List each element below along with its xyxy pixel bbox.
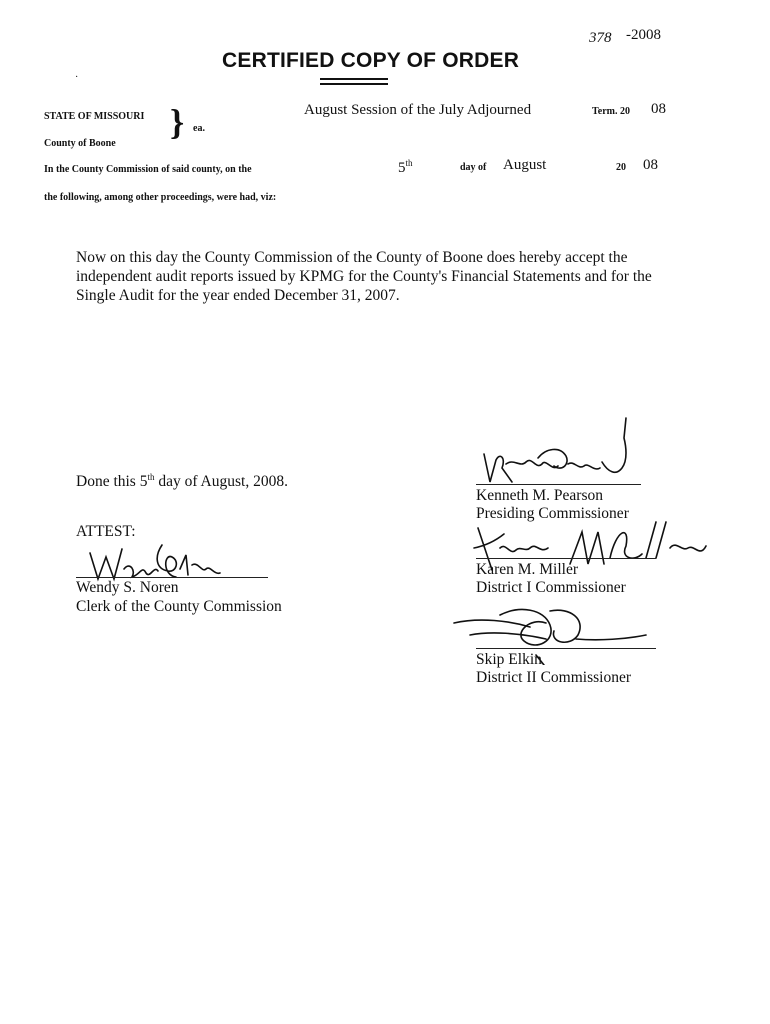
title-double-rule [320, 78, 388, 80]
district-2-signature-line [476, 648, 656, 649]
year-value: 08 [643, 157, 658, 173]
proceedings-line: the following, among other proceedings, were had, viz: [44, 192, 277, 203]
order-year: -2008 [626, 27, 661, 43]
done-prefix: Done this 5 [76, 473, 148, 491]
order-number-handwritten: 378 [589, 30, 612, 46]
done-suffix: th [147, 472, 155, 482]
signatory-3-name: Skip Elkin [476, 651, 542, 668]
day-number-value: 5 [398, 160, 406, 176]
session-text: August Session of the July Adjourned [304, 102, 532, 118]
day-number-suffix: th [405, 158, 413, 168]
caption-brace: } [170, 102, 185, 142]
year-prefix: 20 [616, 162, 626, 173]
state-label: STATE OF MISSOURI [44, 111, 145, 122]
term-label: Term. 20 [592, 106, 630, 117]
signatory-2-name: Karen M. Miller [476, 561, 579, 578]
attest-label: ATTEST: [76, 523, 136, 540]
county-label: County of Boone [44, 138, 116, 149]
signatory-2-title: District I Commissioner [476, 579, 626, 596]
day-number [398, 158, 413, 177]
done-line [76, 468, 288, 491]
stray-dot: · [75, 72, 79, 83]
ss-label: ea. [193, 123, 205, 134]
presiding-commissioner-signature [476, 412, 646, 487]
order-body-line-3: Single Audit for the year ended December 31, 2007. [76, 287, 400, 304]
clerk-title: Clerk of the County Commission [76, 598, 282, 615]
done-rest: day of August, 2008. [154, 473, 288, 491]
day-of-label: day of [460, 162, 487, 173]
order-body-line-2: independent audit reports issued by KPMG for the County's Financial Statements and for the [76, 268, 652, 285]
clerk-name: Wendy S. Noren [76, 579, 179, 596]
month-text: August [503, 157, 547, 173]
commission-line: In the County Commission of said county, on the [44, 164, 252, 175]
signatory-1-title: Presiding Commissioner [476, 505, 629, 522]
signatory-1-name: Kenneth M. Pearson [476, 487, 603, 504]
title-double-rule-2 [320, 83, 388, 85]
signatory-3-title: District II Commissioner [476, 669, 631, 686]
page-title: CERTIFIED COPY OF ORDER [222, 49, 520, 72]
order-body-line-1: Now on this day the County Commission of the County of Boone does hereby accept the [76, 249, 628, 266]
term-year: 08 [651, 101, 666, 117]
presiding-signature-line [476, 484, 641, 485]
district-1-signature-line [476, 558, 656, 559]
